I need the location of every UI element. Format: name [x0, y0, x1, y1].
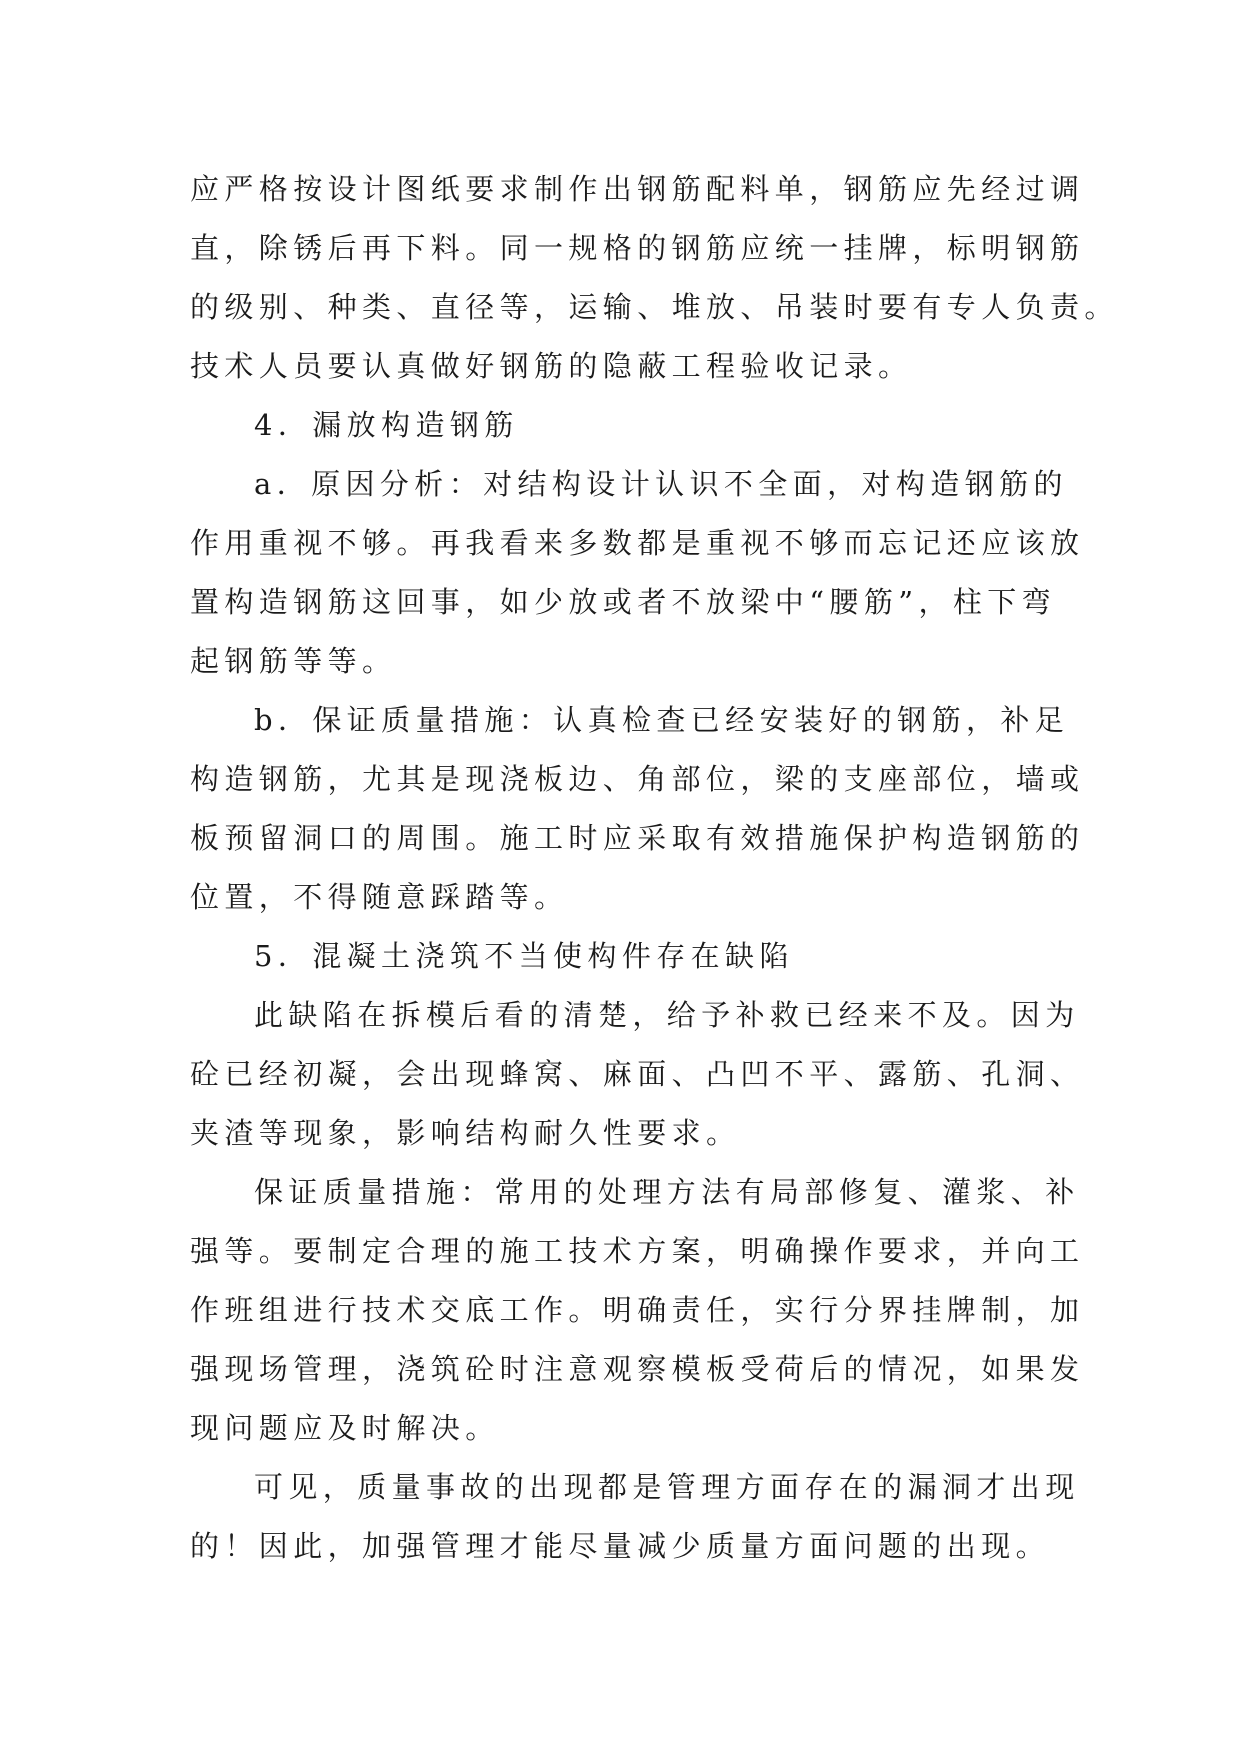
- text-line: 作用重视不够。再我看来多数都是重视不够而忘记还应该放: [190, 526, 1085, 560]
- text-line: 夹渣等现象，影响结构耐久性要求。: [190, 1116, 741, 1150]
- text-line: 置构造钢筋这回事，如少放或者不放梁中“腰筋”，柱下弯: [190, 585, 1057, 619]
- text-line: 板预留洞口的周围。施工时应采取有效措施保护构造钢筋的: [190, 821, 1085, 855]
- text-line: b．保证质量措施：认真检查已经安装好的钢筋，补足: [254, 703, 1070, 737]
- text-line: 强现场管理，浇筑砼时注意观察模板受荷后的情况，如果发: [190, 1352, 1085, 1386]
- text-line: 的级别、种类、直径等，运输、堆放、吊装时要有专人负责。: [190, 290, 1119, 324]
- text-line: 应严格按设计图纸要求制作出钢筋配料单，钢筋应先经过调: [190, 172, 1085, 206]
- text-line: 强等。要制定合理的施工技术方案，明确操作要求，并向工: [190, 1234, 1085, 1268]
- section-heading: 5．混凝土浇筑不当使构件存在缺陷: [254, 939, 794, 973]
- document-body: [190, 160, 1119, 1576]
- text-line: a．原因分析：对结构设计认识不全面，对构造钢筋的: [254, 467, 1068, 501]
- text-line: 技术人员要认真做好钢筋的隐蔽工程验收记录。: [190, 349, 913, 383]
- text-line: 此缺陷在拆模后看的清楚，给予补救已经来不及。因为: [254, 998, 1080, 1032]
- text-line: 砼已经初凝，会出现蜂窝、麻面、凸凹不平、露筋、孔洞、: [190, 1057, 1085, 1091]
- text-line: 位置，不得随意踩踏等。: [190, 880, 569, 914]
- text-line: 可见，质量事故的出现都是管理方面存在的漏洞才出现: [254, 1470, 1080, 1504]
- text-line: 现问题应及时解决。: [190, 1411, 500, 1445]
- text-line: 保证质量措施：常用的处理方法有局部修复、灌浆、补: [254, 1175, 1080, 1209]
- text-line: 直，除锈后再下料。同一规格的钢筋应统一挂牌，标明钢筋: [190, 231, 1085, 265]
- section-heading: 4．漏放构造钢筋: [254, 408, 519, 442]
- text-line: 构造钢筋，尤其是现浇板边、角部位，梁的支座部位，墙或: [190, 762, 1085, 796]
- text-line: 起钢筋等等。: [190, 644, 397, 678]
- text-line: 作班组进行技术交底工作。明确责任，实行分界挂牌制，加: [190, 1293, 1085, 1327]
- text-line: 的！因此，加强管理才能尽量减少质量方面问题的出现。: [190, 1529, 1051, 1563]
